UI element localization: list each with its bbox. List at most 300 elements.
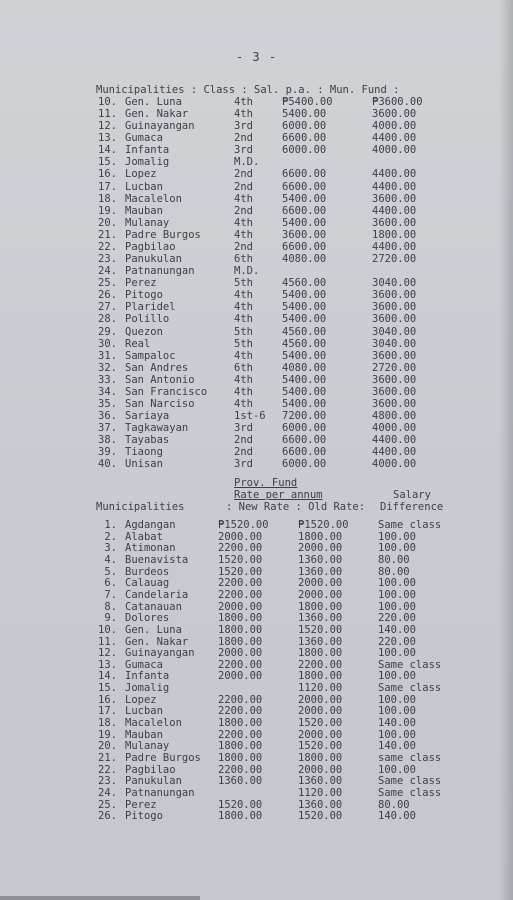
old-rate-cell: 1520.00 (298, 740, 343, 753)
mun-fund-cell: 3600.00 (372, 398, 417, 410)
row-number: 21. (98, 752, 117, 764)
row-number: 4. (104, 553, 117, 566)
class-cell: 1st-6 (234, 410, 266, 423)
table2-row (0, 659, 513, 671)
salary-cell: 5400.00 (282, 289, 327, 302)
new-rate-cell: 1360.00 (218, 775, 263, 788)
row-number: 3. (104, 542, 117, 555)
row-number: 15. (98, 156, 117, 169)
old-rate-cell: 2000.00 (298, 693, 343, 706)
salary-cell: 5400.00 (282, 192, 327, 205)
salary-cell: 4560.00 (282, 277, 327, 290)
new-rate-cell: 2200.00 (218, 577, 263, 590)
class-cell: 4th (234, 289, 253, 302)
municipality-name: Gumaca (125, 658, 163, 671)
old-rate-cell: 2000.00 (298, 588, 343, 601)
salary-cell: 6600.00 (282, 240, 327, 253)
class-cell: 4th (234, 313, 253, 326)
new-rate-cell: 2200.00 (218, 658, 263, 671)
row-number: 38. (98, 434, 117, 447)
row-number: 12. (98, 120, 117, 133)
old-rate-cell: 1800.00 (298, 647, 343, 660)
row-number: 22. (98, 240, 117, 253)
municipality-name: Unisan (125, 458, 163, 471)
municipality-name: Padre Burgos (125, 228, 201, 241)
table1-row (0, 108, 513, 120)
mun-fund-cell: 4000.00 (372, 458, 417, 471)
table1-row (0, 398, 513, 410)
table1-row (0, 386, 513, 398)
table1-row (0, 277, 513, 289)
class-cell: M.D. (234, 156, 260, 169)
mun-fund-cell: 2720.00 (372, 361, 417, 374)
new-rate-cell: ₱1520.00 (218, 519, 269, 531)
municipality-name: Guinayangan (125, 120, 195, 133)
class-cell: 3rd (234, 458, 253, 471)
municipality-name: Infanta (125, 670, 170, 683)
new-rate-cell: 1800.00 (218, 810, 263, 823)
municipality-name: Tiaong (125, 446, 163, 459)
old-rate-cell: 1520.00 (298, 623, 343, 636)
row-number: 11. (98, 108, 117, 121)
mun-fund-cell: 3600.00 (372, 373, 417, 386)
row-number: 19. (98, 204, 117, 217)
table2-row (0, 787, 513, 799)
salary-difference-cell: 220.00 (378, 612, 416, 625)
row-number: 37. (98, 422, 117, 435)
row-number: 28. (98, 313, 117, 326)
salary-cell: 5400.00 (282, 385, 327, 398)
municipality-name: Mauban (125, 204, 163, 217)
row-number: 24. (98, 786, 117, 799)
salary-difference-cell: same class (378, 752, 442, 764)
municipality-name: Lucban (125, 705, 163, 718)
municipality-name: Burdeos (125, 565, 170, 578)
salary-cell: 5400.00 (282, 373, 327, 386)
salary-difference-cell: 80.00 (378, 565, 410, 578)
table2-row (0, 729, 513, 741)
salary-difference-cell: 100.00 (378, 530, 416, 543)
municipality-name: Guinayangan (125, 647, 195, 660)
municipality-name: Sariaya (125, 410, 170, 423)
row-number: 12. (98, 647, 117, 660)
row-number: 1. (104, 519, 117, 531)
municipality-name: Lucban (125, 180, 163, 193)
salary-difference-cell: Same class (378, 682, 442, 695)
row-number: 20. (98, 740, 117, 753)
municipality-name: San Narciso (125, 398, 195, 410)
mun-fund-cell: 4400.00 (372, 434, 417, 447)
salary-difference-cell: 100.00 (378, 600, 416, 613)
table2-row (0, 612, 513, 624)
table2-row (0, 589, 513, 601)
table1-row (0, 434, 513, 446)
table2-row (0, 717, 513, 729)
municipality-name: Sampaloc (125, 349, 176, 362)
municipality-name: Real (125, 337, 151, 350)
row-number: 33. (98, 373, 117, 386)
mun-fund-cell: 3600.00 (372, 313, 417, 326)
salary-cell: 6600.00 (282, 434, 327, 447)
table1-row (0, 362, 513, 374)
old-rate-cell: 2200.00 (298, 658, 343, 671)
municipality-name: San Antonio (125, 373, 195, 386)
municipality-name: Jomalig (125, 682, 170, 695)
class-cell: 2nd (234, 446, 253, 459)
old-rate-cell: 1360.00 (298, 553, 343, 566)
row-number: 18. (98, 192, 117, 205)
mun-fund-cell: 4400.00 (372, 446, 417, 459)
row-number: 17. (98, 180, 117, 193)
mun-fund-cell: 4800.00 (372, 410, 417, 423)
row-number: 25. (98, 798, 117, 811)
municipality-name: Macalelon (125, 192, 182, 205)
salary-difference-cell: 80.00 (378, 798, 410, 811)
new-rate-cell: 1800.00 (218, 752, 263, 764)
table1-row (0, 422, 513, 434)
class-cell: 5th (234, 337, 253, 350)
table1-row (0, 446, 513, 458)
salary-cell: 6600.00 (282, 168, 327, 181)
row-number: 10. (98, 96, 117, 108)
table1-header (96, 84, 506, 96)
new-rate-cell: 2200.00 (218, 728, 263, 741)
new-rate-cell: 2200.00 (218, 763, 263, 776)
mun-fund-cell: 3040.00 (372, 325, 417, 338)
mun-fund-cell: 3600.00 (372, 385, 417, 398)
salary-difference-cell: 140.00 (378, 740, 416, 753)
old-rate-cell: 1360.00 (298, 565, 343, 578)
table2-row (0, 682, 513, 694)
class-cell: 2nd (234, 132, 253, 145)
row-number: 2. (104, 530, 117, 543)
municipality-name: Mulanay (125, 740, 170, 753)
municipality-name: Pitogo (125, 810, 163, 823)
municipality-name: Gen. Luna (125, 623, 182, 636)
table2-row (0, 647, 513, 659)
municipality-name: Jomalig (125, 156, 170, 169)
row-number: 9. (104, 612, 117, 625)
row-number: 11. (98, 635, 117, 648)
municipality-name: Agdangan (125, 519, 176, 531)
row-number: 20. (98, 216, 117, 229)
row-number: 23. (98, 253, 117, 266)
row-number: 26. (98, 810, 117, 823)
mun-fund-cell: 3600.00 (372, 192, 417, 205)
row-number: 10. (98, 623, 117, 636)
old-rate-cell: 1120.00 (298, 682, 343, 695)
old-rate-cell: 1120.00 (298, 786, 343, 799)
salary-cell: 6000.00 (282, 422, 327, 435)
old-rate-cell: 1800.00 (298, 530, 343, 543)
municipality-name: Padre Burgos (125, 752, 201, 764)
municipality-name: Patnanungan (125, 786, 195, 799)
row-number: 25. (98, 277, 117, 290)
row-number: 8. (104, 600, 117, 613)
municipality-name: Gen. Nakar (125, 108, 189, 121)
salary-cell: 5400.00 (282, 216, 327, 229)
salary-difference-cell: 100.00 (378, 728, 416, 741)
municipality-name: Catanauan (125, 600, 182, 613)
mun-fund-cell: 1800.00 (372, 228, 417, 241)
table2-row (0, 554, 513, 566)
municipality-name: Dolores (125, 612, 170, 625)
table2-row (0, 577, 513, 589)
new-rate-cell: 2200.00 (218, 705, 263, 718)
class-cell: 3rd (234, 144, 253, 157)
table1-row (0, 458, 513, 470)
salary-cell: 5400.00 (282, 108, 327, 121)
old-rate-cell: 1520.00 (298, 810, 343, 823)
municipality-name: Tayabas (125, 434, 170, 447)
table2-row (0, 810, 513, 822)
row-number: 34. (98, 385, 117, 398)
municipality-name: Lopez (125, 693, 157, 706)
row-number: 13. (98, 132, 117, 145)
header-salary: Salary (393, 489, 431, 501)
municipality-name: San Francisco (125, 385, 208, 398)
class-cell: 2nd (234, 180, 253, 193)
table1-row (0, 156, 513, 168)
salary-cell: 5400.00 (282, 301, 327, 314)
salary-cell: 6000.00 (282, 144, 327, 157)
row-number: 30. (98, 337, 117, 350)
header-rate-per-annum: Rate per annum (234, 489, 323, 501)
row-number: 14. (98, 144, 117, 157)
new-rate-cell: 1800.00 (218, 717, 263, 730)
salary-cell: ₱5400.00 (282, 96, 333, 108)
class-cell: 4th (234, 216, 253, 229)
salary-difference-cell: 100.00 (378, 588, 416, 601)
page-edge-shadow (499, 0, 513, 900)
row-number: 19. (98, 728, 117, 741)
class-cell: 6th (234, 253, 253, 266)
row-number: 40. (98, 458, 117, 471)
mun-fund-cell: ₱3600.00 (372, 96, 423, 108)
row-number: 35. (98, 398, 117, 410)
class-cell: 6th (234, 361, 253, 374)
row-number: 22. (98, 763, 117, 776)
table1-row (0, 144, 513, 156)
table1-row (0, 96, 513, 108)
row-number: 36. (98, 410, 117, 423)
table2-row (0, 740, 513, 752)
table1-row (0, 265, 513, 277)
salary-cell: 6600.00 (282, 132, 327, 145)
municipality-name: Mulanay (125, 216, 170, 229)
municipality-name: Alabat (125, 530, 163, 543)
municipality-name: Calauag (125, 577, 170, 590)
old-rate-cell: 2000.00 (298, 542, 343, 555)
salary-difference-cell: 220.00 (378, 635, 416, 648)
row-number: 31. (98, 349, 117, 362)
salary-cell: 4560.00 (282, 337, 327, 350)
salary-cell: 6600.00 (282, 180, 327, 193)
row-number: 5. (104, 565, 117, 578)
new-rate-cell: 2200.00 (218, 588, 263, 601)
new-rate-cell: 2200.00 (218, 693, 263, 706)
class-cell: 5th (234, 325, 253, 338)
mun-fund-cell: 3600.00 (372, 349, 417, 362)
salary-cell: 3600.00 (282, 228, 327, 241)
municipality-name: Gen. Nakar (125, 635, 189, 648)
salary-difference-cell: 140.00 (378, 623, 416, 636)
new-rate-cell: 2200.00 (218, 542, 263, 555)
new-rate-cell: 1800.00 (218, 612, 263, 625)
salary-cell: 6000.00 (282, 120, 327, 133)
new-rate-cell: 2000.00 (218, 670, 263, 683)
old-rate-cell: 2000.00 (298, 763, 343, 776)
new-rate-cell: 1520.00 (218, 798, 263, 811)
new-rate-cell: 1520.00 (218, 565, 263, 578)
municipality-name: Patnanungan (125, 265, 195, 278)
class-cell: 4th (234, 373, 253, 386)
new-rate-cell: 2000.00 (218, 647, 263, 660)
table1-row (0, 301, 513, 313)
row-number: 16. (98, 693, 117, 706)
class-cell: 4th (234, 301, 253, 314)
table2-row (0, 601, 513, 613)
row-number: 7. (104, 588, 117, 601)
row-number: 32. (98, 361, 117, 374)
municipality-name: Panukulan (125, 775, 182, 788)
class-cell: 4th (234, 349, 253, 362)
municipality-name: Mauban (125, 728, 163, 741)
table1-row (0, 217, 513, 229)
table2-row (0, 694, 513, 706)
old-rate-cell: ₱1520.00 (298, 519, 349, 531)
salary-cell: 5400.00 (282, 349, 327, 362)
new-rate-cell: 2000.00 (218, 600, 263, 613)
salary-difference-cell: Same class (378, 775, 442, 788)
class-cell: 4th (234, 192, 253, 205)
salary-cell: 5400.00 (282, 313, 327, 326)
page-number: - 3 - (235, 50, 278, 64)
row-number: 18. (98, 717, 117, 730)
row-number: 6. (104, 577, 117, 590)
class-cell: 2nd (234, 168, 253, 181)
table2-row (0, 775, 513, 787)
salary-difference-cell: Same class (378, 658, 442, 671)
row-number: 27. (98, 301, 117, 314)
mun-fund-cell: 4400.00 (372, 180, 417, 193)
old-rate-cell: 1360.00 (298, 775, 343, 788)
mun-fund-cell: 4000.00 (372, 144, 417, 157)
salary-cell: 5400.00 (282, 398, 327, 410)
header-municipalities: Municipalities (96, 501, 185, 513)
mun-fund-cell: 3600.00 (372, 108, 417, 121)
salary-difference-cell: 100.00 (378, 670, 416, 683)
salary-difference-cell: 100.00 (378, 542, 416, 555)
table2-row (0, 705, 513, 717)
old-rate-cell: 1360.00 (298, 612, 343, 625)
salary-difference-cell: 100.00 (378, 705, 416, 718)
table2-row (0, 764, 513, 776)
mun-fund-cell: 3600.00 (372, 301, 417, 314)
old-rate-cell: 1360.00 (298, 635, 343, 648)
class-cell: M.D. (234, 265, 260, 278)
class-cell: 4th (234, 96, 253, 108)
row-number: 29. (98, 325, 117, 338)
municipality-name: Pagbilao (125, 763, 176, 776)
table1-header-text: Municipalities : Class : Sal. p.a. : Mun. Fund : (96, 84, 400, 96)
mun-fund-cell: 3040.00 (372, 277, 417, 290)
new-rate-cell: 1800.00 (218, 623, 263, 636)
class-cell: 2nd (234, 240, 253, 253)
old-rate-cell: 1800.00 (298, 752, 343, 764)
municipality-name: Macalelon (125, 717, 182, 730)
table2-row (0, 624, 513, 636)
header-prov-fund: Prov. Fund (234, 477, 298, 489)
municipality-name: Lopez (125, 168, 157, 181)
salary-cell: 6000.00 (282, 458, 327, 471)
municipality-name: Pitogo (125, 289, 163, 302)
salary-difference-cell: 100.00 (378, 577, 416, 590)
new-rate-cell: 1800.00 (218, 635, 263, 648)
table2-row (0, 519, 513, 531)
old-rate-cell: 1800.00 (298, 600, 343, 613)
old-rate-cell: 2000.00 (298, 577, 343, 590)
header-difference: Difference (380, 501, 444, 513)
row-number: 13. (98, 658, 117, 671)
table1-row (0, 326, 513, 338)
salary-difference-cell: 100.00 (378, 693, 416, 706)
mun-fund-cell: 4400.00 (372, 132, 417, 145)
row-number: 14. (98, 670, 117, 683)
municipality-name: Pagbilao (125, 240, 176, 253)
mun-fund-cell: 4000.00 (372, 422, 417, 435)
salary-cell: 7200.00 (282, 410, 327, 423)
table2-row (0, 566, 513, 578)
salary-difference-cell: Same class (378, 519, 442, 531)
salary-difference-cell: 80.00 (378, 553, 410, 566)
new-rate-cell: 1520.00 (218, 553, 263, 566)
table1-row (0, 410, 513, 422)
mun-fund-cell: 4400.00 (372, 240, 417, 253)
salary-cell: 4560.00 (282, 325, 327, 338)
municipality-name: Infanta (125, 144, 170, 157)
class-cell: 4th (234, 228, 253, 241)
class-cell: 3rd (234, 422, 253, 435)
table1-row (0, 168, 513, 180)
mun-fund-cell: 4400.00 (372, 204, 417, 217)
municipality-name: Atimonan (125, 542, 176, 555)
header-rates: : New Rate : Old Rate: (226, 501, 366, 513)
table1-row (0, 313, 513, 325)
footer-strip (0, 896, 200, 900)
municipality-name: Gumaca (125, 132, 163, 145)
row-number: 39. (98, 446, 117, 459)
salary-difference-cell: 100.00 (378, 647, 416, 660)
mun-fund-cell: 4400.00 (372, 168, 417, 181)
table1-row (0, 181, 513, 193)
old-rate-cell: 2000.00 (298, 705, 343, 718)
row-number: 17. (98, 705, 117, 718)
table2-row (0, 531, 513, 543)
municipality-name: Perez (125, 277, 157, 290)
table1-row (0, 205, 513, 217)
municipality-name: Perez (125, 798, 157, 811)
old-rate-cell: 2000.00 (298, 728, 343, 741)
table1-row (0, 350, 513, 362)
table1-row (0, 120, 513, 132)
old-rate-cell: 1520.00 (298, 717, 343, 730)
class-cell: 4th (234, 108, 253, 121)
municipality-name: Polillo (125, 313, 170, 326)
class-cell: 2nd (234, 204, 253, 217)
row-number: 23. (98, 775, 117, 788)
salary-difference-cell: 140.00 (378, 717, 416, 730)
